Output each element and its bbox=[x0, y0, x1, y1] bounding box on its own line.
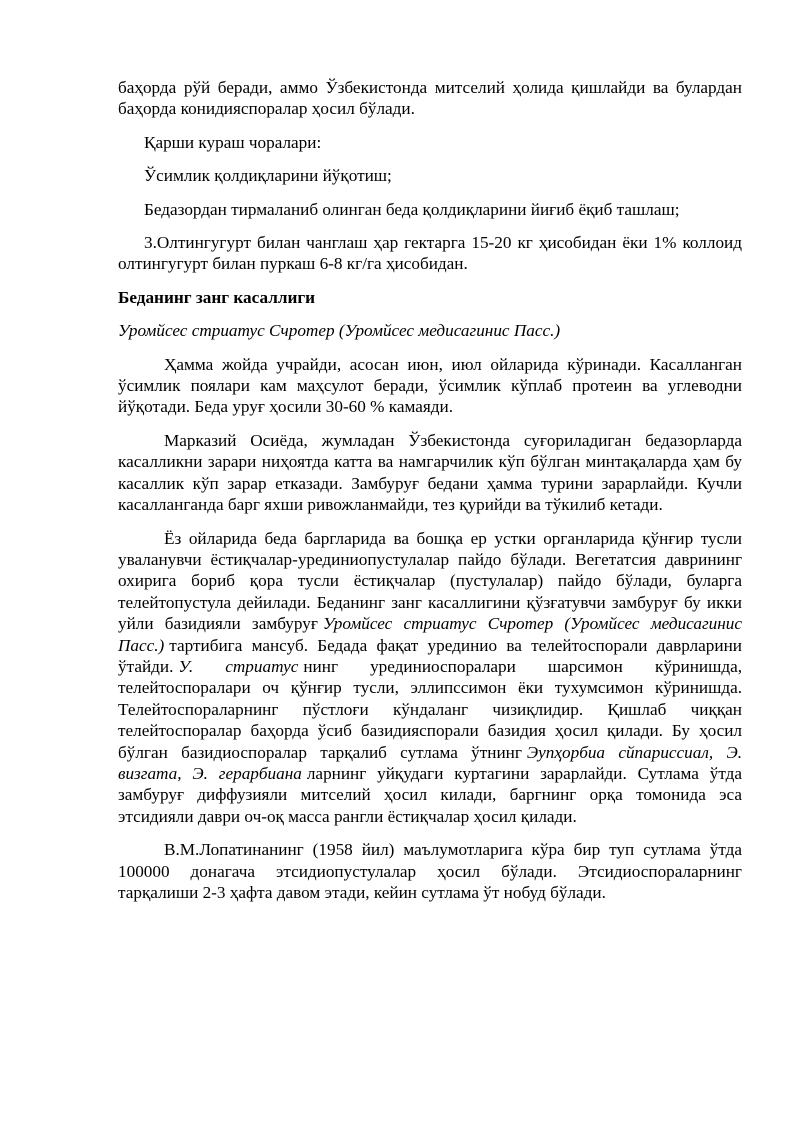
lifecycle-species-name: Уромйсес стриатус Счротер (Уромйсес медисагинис Пасс.) bbox=[118, 614, 742, 655]
section-heading: Беданинг занг касаллиги bbox=[118, 287, 316, 307]
paragraph-lopatina: В.М.Лопатинанинг (1958 йил) маълумотларига кўра бир туп сутлама ўтда 100000 донагача этсидиопустулалар ҳосил бўлади. Этсидиоспораларнинг тарқалиши 2-3 ҳафта давом этади, кейин сутлама ўт нобуд бўлади. bbox=[118, 840, 742, 902]
paragraph-central-asia: Марказий Осиёда, жумладан Ўзбекистонда суғориладиган бедазорларда касалликни зарари ниҳоятда катта ва намгарчилик кўп бўлган минтақаларда ҳам бу касаллик кўп зарар етказади. Замбуруғ бедани ҳамма турини зарарлайди. Кучли касалланганда барг яхши ривожланмайди, тез қурийди ва тўкилиб кетади. bbox=[118, 430, 742, 515]
paragraph-occurrence: Ҳамма жойда учрайди, асосан июн, июл ойларида кўринади. Касалланган ўсимлик поялари кам маҳсулот беради, ўсимлик кўплаб протеин ва углеводни йўқотади. Беда уруғ ҳосили 30-60 % камаяди. bbox=[118, 354, 742, 417]
lifecycle-text-a: Ёз ойларида беда баргларида ва бошқа ер устки органларида қўнғир тусли уваланувчи ёстиқчалар-урединиопустулалар пайдо бўлади. Вегетатсия даврининг охирига бориб қора тусли ёстиқчалар (пустулалар) пайдо бўлади, буларга телейтопустула дейилади. Беданинг занг касаллигини қўзғатувчи замбуруғ бу икки уйли базидияли замбуруғ bbox=[118, 528, 742, 634]
document-page bbox=[118, 77, 742, 903]
paragraph-lifecycle bbox=[118, 528, 742, 828]
control-measure-2: Бедазордан тирмаланиб олинган беда қолдиқларини йиғиб ёқиб ташлаш; bbox=[144, 199, 680, 219]
control-measures-title: Қарши кураш чоралари: bbox=[144, 132, 322, 152]
lifecycle-host-plants: Эупҳорбиа сйпариссиал, Э. визгата, Э. герарбиана bbox=[118, 742, 742, 783]
control-measure-1: Ўсимлик қолдиқларини йўқотиш; bbox=[144, 166, 392, 186]
lifecycle-species-short: У. стриатус bbox=[178, 656, 299, 676]
latin-name: Уромйсес стриатус Счротер (Уромйсес медисагинис Пасс.) bbox=[118, 321, 561, 341]
lifecycle-text-g: ларнинг уйқудаги куртагини зарарлайди. Сутлама ўтда замбуруғ диффузияли митселий ҳосил килади, баргнинг орқа томонида эса этсидияли даври оч-оқ масса рангли ёстиқчалар ҳосил қилади. bbox=[118, 763, 742, 826]
control-measure-3: 3.Олтингугурт билан чанглаш ҳар гектарга 15-20 кг ҳисобидан ёки 1% коллоид олтингугурт билан пуркаш 6-8 кг/га ҳисобидан. bbox=[118, 233, 742, 274]
paragraph-1: баҳорда рўй беради, аммо Ўзбекистонда митселий ҳолида қишлайди ва булардан баҳорда конидияспоралар ҳосил бўлади. bbox=[118, 78, 742, 119]
lifecycle-text-e: нинг урединиоспоралари шарсимон кўринишда, телейтоспоралари оч қўнғир тусли, эллипссимон ёки тухумсимон кўринишда. Телейтоспораларнинг пўстлоғи кўндаланг чизиқлидир. Қишлаб чиққан телейтоспоралар баҳорда ўсиб базидияспорали базидия ҳосил қилади. Бу ҳосил бўлган базидиоспоралар тарқалиб сутлама ўтнинг bbox=[118, 656, 743, 762]
lifecycle-text-c: тартибига мансуб. Бедада фақат урединио ва телейтоспорали даврларини ўтайди. bbox=[118, 635, 742, 676]
